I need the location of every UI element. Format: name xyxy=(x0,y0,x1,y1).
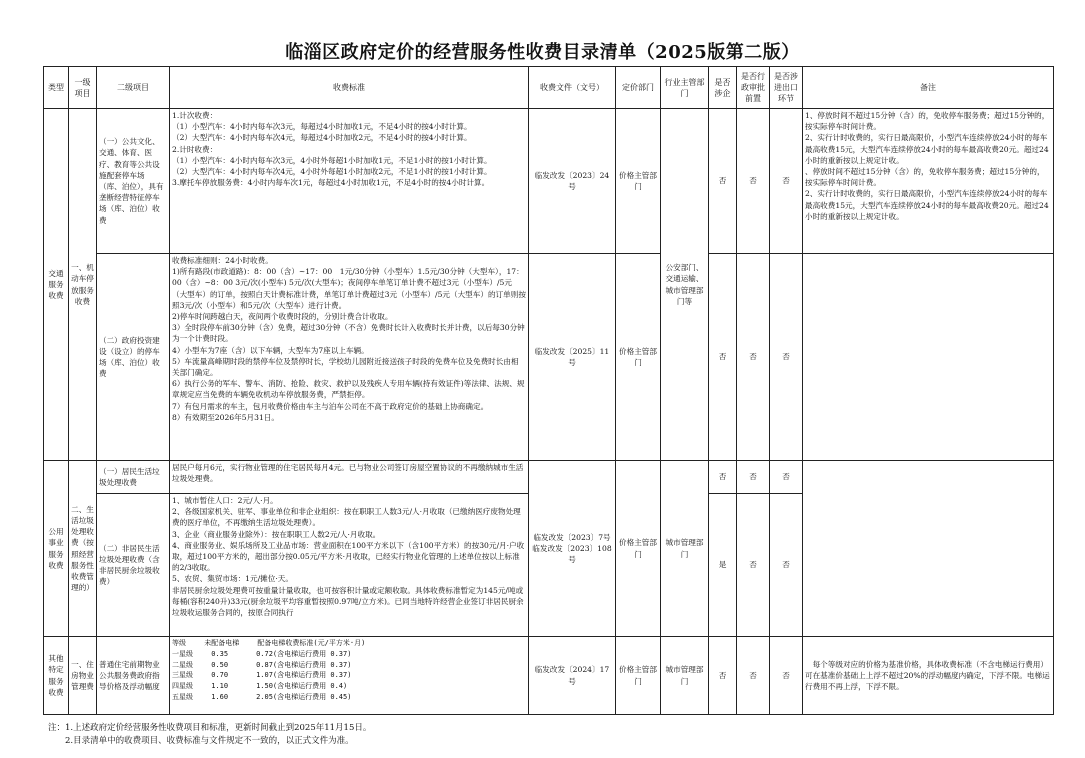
standard-cell: 1、城市暂住人口：2元/人·月。 2、各级国家机关、驻军、事业单位和非企业组织：按在职职工人数3元/人·月收取（已缴纳医疗废物处理费的医疗单位，不再缴纳生活垃圾处理费）。 3、企业（商业服务业除外）：按在职职工人数2元/人·月收取。 4、商业服务业、娱乐场所及工业品市场：营业面积在100平方米以下（含100平方米）的按30元/月·户收取，超过100平方米的，超出部分按0.05元/平方米·月收取，已经实行物业化管理的上述单位按以上标准的2/3收取。 5、农贸、集贸市场：1元/摊位·天。 非居民厨余垃圾处理费可按重量计量收取，也可按容积计量或定额收取。具体收费标准暂定为145元/吨或每桶(容积240升)33元(厨余垃圾平均容重暂按照0.97吨/立方米)。已同当地特许经营企业签订非居民厨余垃圾收运服务合同的，按原合同执行 xyxy=(170,494,529,637)
header-port: 是否涉进出口环节 xyxy=(770,67,803,109)
doc-cell: 临发改发〔2023〕24号 xyxy=(529,109,616,254)
category-cell: 交通服务收费 xyxy=(44,109,69,461)
level2-cell: （一）居民生活垃圾处理收费 xyxy=(97,461,170,494)
category-cell: 公用事业服务收费 xyxy=(44,461,69,637)
standard-cell: 收费标准细则：24小时收费。 1)所有路段(市政道路)：8：00（含）~17：00 1元/30分钟（小型车）1.5元/30分钟（大型车），17：00（含）~8：00 3元/次(小型车) 5元/次(大型车)；夜间停车单笔订单计费不超过3元（小型车）/5元（大型车）的订单，按照白天计费标准计费，单笔订单计费超过3元（小型车）/5元（大型车）的订单则按照3元/次（小型车）和5元/次（大型车）进行计费。 2)停车时间跨越白天，夜间两个收费时段的，分别计费合计收取。 3）全时段停车前30分钟（含）免费，超过30分钟（不含）免费时长计入收费时长并计费，以后每30分钟为一个计费时段。 4）小型车为7座（含）以下车辆，大型车为7座以上车辆。 5）车流量高峰期时段的禁停车位及禁停时长，学校幼儿园附近接送孩子时段的免费车位及免费时长由相关部门确定。 6）执行公务的军车、警车、消防、抢险、救灾、救护以及残疾人专用车辆(持有效证件)等法律、法规、规章规定应当免费的车辆免收机动车停放服务费，严禁拒停。 7）有包月需求的车主，包月收费价格由车主与泊车公司在不高于政府定价的基础上协商确定。 8）有效期至2026年5月31日。 xyxy=(170,254,529,461)
level1-cell: 一、住房物业管理费 xyxy=(69,637,97,715)
header-type: 类型 xyxy=(44,67,69,109)
level2-cell: 普通住宅前期物业公共服务费政府指导价格及浮动幅度 xyxy=(97,637,170,715)
secret-cell: 否 xyxy=(709,637,737,715)
doc-cell: 临发改发〔2024〕17号 xyxy=(529,637,616,715)
level1-cell: 二、生活垃圾处理收费（按照经营服务性收费管理的） xyxy=(69,461,97,637)
secret-cell: 否 xyxy=(709,254,737,461)
page-title: 临淄区政府定价的经营服务性收费目录清单（2025版第二版） xyxy=(285,42,800,63)
pricing-dept-cell: 价格主管部门 xyxy=(616,254,661,461)
approval-cell: 否 xyxy=(737,254,770,461)
approval-cell: 否 xyxy=(737,109,770,254)
fee-table xyxy=(43,66,1054,715)
header-level1: 一级项目 xyxy=(69,67,97,109)
industry-dept-cell: 城市管理部门 xyxy=(661,461,709,637)
footnote-2: 2.目录清单中的收费项目、收费标准与文件规定不一致的，以正式文件为准。 xyxy=(48,736,354,746)
secret-cell: 是 xyxy=(709,494,737,637)
level2-cell: （二）非居民生活垃圾处理收费（含非居民厨余垃圾收费） xyxy=(97,494,170,637)
header-level2: 二级项目 xyxy=(97,67,170,109)
header-approval: 是否行政审批前置 xyxy=(737,67,770,109)
approval-cell: 否 xyxy=(737,637,770,715)
approval-cell: 否 xyxy=(737,461,770,494)
table-row xyxy=(44,254,1054,461)
secret-cell: 否 xyxy=(709,109,737,254)
header-pricing-dept: 定价部门 xyxy=(616,67,661,109)
port-cell: 否 xyxy=(770,109,803,254)
remarks-cell xyxy=(803,461,1054,637)
level1-cell: 一、机动车停放服务收费 xyxy=(69,109,97,461)
pricing-dept-cell: 价格主管部门 xyxy=(616,109,661,254)
header-secret: 是否涉企 xyxy=(709,67,737,109)
pricing-dept-cell: 价格主管部门 xyxy=(616,461,661,637)
remarks-cell: 1、停放时间不超过15分钟（含）的，免收停车服务费；超过15分钟的，按实际停车时间计费。 2、实行计时收费的，实行日最高限价，小型汽车连续停放24小时的每车最高收费15元，大型汽车连续停放24小时的每车最高收费20元。超过24小时的重新按以上规定计收。 、停放时间不超过15分钟（含）的，免收停车服务费；超过15分钟的，按实际停车时间计费。 2、实行计时收费的，实行日最高限价，小型汽车连续停放24小时的每车最高收费15元，大型汽车连续停放24小时的每车最高收费20元。超过24小时的重新按以上规定计收。 xyxy=(803,109,1054,254)
footnotes xyxy=(48,722,371,748)
header-row xyxy=(44,67,1054,109)
doc-cell: 临发改发〔2025〕11号 xyxy=(529,254,616,461)
doc-cell: 临发改发〔2023〕7号 临发改发〔2023〕108号 xyxy=(529,461,616,637)
table-row xyxy=(44,109,1054,254)
level2-cell: （二）政府投资建设（设立）的停车场（库、泊位）收费 xyxy=(97,254,170,461)
port-cell: 否 xyxy=(770,461,803,494)
level2-cell: （一）公共文化、交通、体育、医疗、教育等公共设施配套停车场（库、泊位），具有垄断经营特征停车场（库、泊位）收费 xyxy=(97,109,170,254)
approval-cell: 否 xyxy=(737,494,770,637)
secret-cell: 否 xyxy=(709,461,737,494)
header-industry-dept: 行业主管部门 xyxy=(661,67,709,109)
industry-dept-cell: 城市管理部门 xyxy=(661,637,709,715)
pricing-dept-cell: 价格主管部门 xyxy=(616,637,661,715)
port-cell: 否 xyxy=(770,254,803,461)
port-cell: 否 xyxy=(770,637,803,715)
standard-cell: 等级 未配备电梯 配备电梯收费标准(元/平方米·月) 一星级 0.35 0.72(含电梯运行费用 0.37) 二星级 0.50 0.87(含电梯运行费用 0.37) 三星级 0.70 1.07(含电梯运行费用 0.37) 四星级 1.10 1.50(含电梯运行费用 0.4) 五星级 1.60 2.05(含电梯运行费用 0.45) xyxy=(170,637,529,715)
standard-cell: 1.计次收费： （1）小型汽车：4小时内每车次3元，每超过4小时加收1元，不足4小时的按4小时计算。 （2）大型汽车：4小时内每车次4元，每超过4小时加收2元，不足4小时的按4小时计算。 2.计时收费： （1）小型汽车：4小时内每车次3元，4小时外每超1小时加收1元，不足1小时的按1小时计算。 （2）大型汽车：4小时内每车次4元，4小时外每超1小时加收2元，不足1小时的按1小时计算。 3.摩托车停放服务费：4小时内每车次1元，每超过4小时加收1元，不足4小时的按4小时计算。 xyxy=(170,109,529,254)
header-standard: 收费标准 xyxy=(170,67,529,109)
table-row xyxy=(44,461,1054,494)
remarks-cell xyxy=(803,254,1054,461)
footnote-1: 注：1.上述政府定价经营服务性收费项目和标准，更新时间截止到2025年11月15日。 xyxy=(48,723,372,733)
header-doc: 收费文件（文号） xyxy=(529,67,616,109)
header-remarks: 备注 xyxy=(803,67,1054,109)
remarks-cell: 每个等级对应的价格为基准价格，具体收费标准（不含电梯运行费用）可在基准价基础上上浮不超过20%的浮动幅度内确定，下浮不限。电梯运行费用不再上浮，下浮不限。 xyxy=(803,637,1054,715)
industry-dept-cell: 公安部门、交通运输、城市管理部门等 xyxy=(661,109,709,461)
table-row xyxy=(44,637,1054,715)
category-cell: 其他特定服务收费 xyxy=(44,637,69,715)
port-cell: 否 xyxy=(770,494,803,637)
standard-cell: 居民户每月6元，实行物业管理的住宅居民每月4元。已与物业公司签订房屋空置协议的不再缴纳城市生活垃圾处理费。 xyxy=(170,461,529,494)
